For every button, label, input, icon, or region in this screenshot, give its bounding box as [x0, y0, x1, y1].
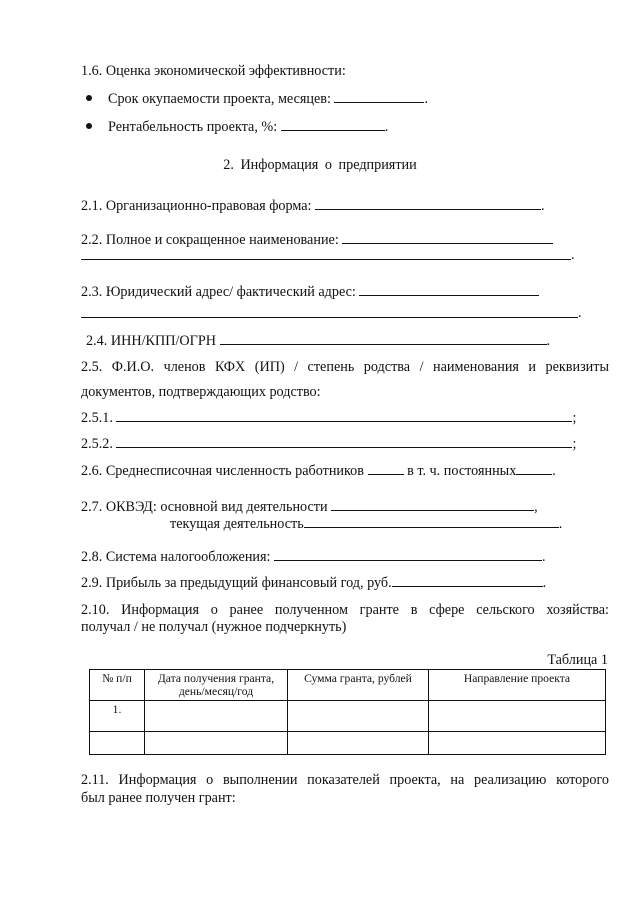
table-header-cell: Направление проекта: [429, 670, 606, 701]
okved-current-row: [170, 514, 562, 533]
table-header-row: [90, 670, 606, 701]
item-2-5-1-field[interactable]: [116, 408, 572, 422]
table-row: [90, 701, 606, 732]
staff-permanent-field[interactable]: [516, 461, 552, 475]
address-row: [81, 282, 539, 301]
table-cell[interactable]: [288, 732, 429, 755]
item-2-5-1-row: [81, 408, 576, 427]
section-1-6-heading: 1.6. Оценка экономической эффективности:: [81, 63, 346, 79]
staff-permanent-label: в т. ч. постоянных: [407, 463, 517, 479]
full-name-end: .: [571, 247, 575, 263]
staff-row: [81, 461, 556, 480]
tax-label: 2.8. Система налогообложения:: [81, 549, 271, 565]
payback-label: Срок окупаемости проекта, месяцев:: [108, 91, 331, 107]
address-end: .: [578, 305, 582, 321]
bullet-icon: [86, 123, 92, 129]
legal-form-label: 2.1. Организационно-правовая форма:: [81, 198, 312, 214]
profitability-field[interactable]: [281, 117, 385, 131]
address-field-line2[interactable]: [81, 317, 578, 318]
address-field[interactable]: [359, 282, 539, 296]
profit-end: .: [542, 575, 547, 591]
okved-main-end: ,: [534, 499, 538, 515]
kfh-members-line1: 2.5. Ф.И.О. членов КФХ (ИП) / степень родства / наименования и реквизиты: [81, 359, 609, 375]
table-row: [90, 732, 606, 755]
table-cell[interactable]: [288, 701, 429, 732]
full-name-field[interactable]: [342, 230, 553, 244]
payback-row: [108, 89, 428, 108]
table-header-cell: Дата получения гранта, день/месяц/год: [145, 670, 288, 701]
address-label: 2.3. Юридический адрес/ фактический адрес:: [81, 284, 356, 300]
profitability-label: Рентабельность проекта, %:: [108, 119, 278, 135]
kfh-members-line2: документов, подтверждающих родство:: [81, 384, 321, 400]
item-2-5-1-label: 2.5.1.: [81, 410, 113, 426]
okved-main-label: 2.7. ОКВЭД: основной вид деятельности: [81, 499, 328, 515]
okved-current-label: текущая деятельность: [170, 516, 304, 532]
inn-label: 2.4. ИНН/КПП/ОГРН: [86, 333, 216, 349]
staff-label: 2.6. Среднесписочная численность работников: [81, 463, 364, 479]
bullet-icon: [86, 95, 92, 101]
indicators-line1: 2.11. Информация о выполнении показателей проекта, на реализацию которого: [81, 772, 609, 788]
grant-question-line1: 2.10. Информация о ранее полученном гранте в сфере сельского хозяйства:: [81, 602, 609, 618]
okved-main-field[interactable]: [331, 497, 534, 511]
okved-current-end: .: [558, 516, 563, 532]
profit-row: [81, 573, 546, 592]
item-2-5-2-field[interactable]: [116, 434, 572, 448]
profit-field[interactable]: [392, 573, 543, 587]
table-header-cell: Сумма гранта, рублей: [288, 670, 429, 701]
full-name-label: 2.2. Полное и сокращенное наименование:: [81, 232, 339, 248]
tax-field[interactable]: [274, 547, 542, 561]
table-cell[interactable]: [90, 732, 145, 755]
grant-question-line2: получал / не получал (нужное подчеркнуть): [81, 619, 347, 635]
okved-current-field[interactable]: [304, 514, 559, 528]
table-cell[interactable]: [145, 701, 288, 732]
full-name-field-line2[interactable]: [81, 259, 571, 260]
profit-label: 2.9. Прибыль за предыдущий финансовый год, руб.: [81, 575, 392, 591]
section-2-title: 2. Информация о предприятии: [223, 157, 417, 173]
legal-form-end: .: [541, 198, 545, 214]
inn-end: .: [546, 333, 551, 349]
table-cell: 1.: [90, 701, 145, 732]
legal-form-field[interactable]: [315, 196, 541, 210]
inn-row: [86, 331, 550, 350]
item-2-5-2-row: [81, 434, 576, 453]
inn-field[interactable]: [220, 331, 547, 345]
table-cell[interactable]: [429, 701, 606, 732]
full-name-row: [81, 230, 553, 249]
tax-end: .: [542, 549, 546, 565]
profitability-end: .: [384, 119, 389, 135]
payback-field[interactable]: [334, 89, 424, 103]
item-2-5-2-label: 2.5.2.: [81, 436, 113, 452]
table-caption: Таблица 1: [547, 652, 608, 668]
staff-total-field[interactable]: [368, 461, 404, 475]
tax-row: [81, 547, 546, 566]
item-2-5-1-end: ;: [572, 410, 577, 426]
legal-form-row: [81, 196, 545, 215]
profitability-row: [108, 117, 388, 136]
table-cell[interactable]: [145, 732, 288, 755]
table-cell[interactable]: [429, 732, 606, 755]
payback-end: .: [424, 91, 429, 107]
table-header-cell: № п/п: [90, 670, 145, 701]
staff-end: .: [552, 463, 556, 479]
indicators-line2: был ранее получен грант:: [81, 790, 236, 806]
item-2-5-2-end: ;: [572, 436, 577, 452]
grant-table: [89, 669, 606, 755]
